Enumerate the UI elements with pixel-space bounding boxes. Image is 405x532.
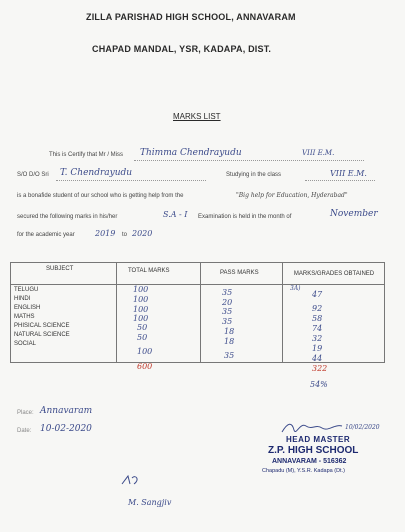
row-subject: TELUGU bbox=[14, 287, 39, 293]
row-total: 50 bbox=[137, 333, 148, 342]
header-pass: PASS MARKS bbox=[220, 270, 259, 276]
year-to: to bbox=[122, 232, 128, 238]
row-pass: 18 bbox=[224, 337, 235, 346]
student-name: Thimma Chendrayudu bbox=[140, 148, 242, 158]
row-pass: 20 bbox=[222, 298, 233, 307]
row-obtained: 74 bbox=[312, 324, 323, 333]
row-subject: MATHS bbox=[14, 314, 35, 320]
month-handwritten: November bbox=[330, 209, 378, 219]
header-subject: SUBJECT bbox=[46, 266, 74, 272]
cert-line4-suffix: Examination is held in the month of bbox=[198, 214, 292, 220]
mandal-name: CHAPAD MANDAL, YSR, KADAPA, DIST. bbox=[92, 44, 272, 54]
year-start: 2019 bbox=[95, 229, 116, 238]
obtained-total: 322 bbox=[312, 364, 328, 373]
exam-handwritten: S.A - I bbox=[163, 210, 188, 219]
row-obtained: 58 bbox=[312, 314, 323, 323]
row-pass: 35 bbox=[222, 317, 233, 326]
cert-line4-prefix: secured the following marks in his/her bbox=[17, 214, 118, 220]
document-page: ZILLA PARISHAD HIGH SCHOOL, ANNAVARAM CHAPAD MANDAL, YSR, KADAPA, DIST. MARKS LIST This is Certify that Mr / Miss Thimma Chendrayudu VIII E.M. S/O D/O Sri T. Chendrayudu Studying in the class VIII E.M. is a bonafide student of our school who is getting help from the "Big help for Education, Hyderabad" secured the following marks in his/her S.A - I Examination is held in the month of November for the academic year 2019 to 2020 SUBJECT TOTAL MARKS PASS MARKS MARKS/GRADES OBTAINED TELUGU HINDI ENGLISH MATHS PHISICAL SCIENCE NATURAL SCIENCE SOCIAL 100 100 100 100 50 50 100 35 20 35 35 18 18 35 3A) 47 92 58 74 32 19 44 600 322 54% Place: Annavaram Date: 10-02-2020 10/02/2020 HEAD MASTER Z.P. HIGH SCHOOL ANNAVARAM - 516362 Chapadu (M), Y.S.R. Kadapa (Dt.) M. Sangjiv bbox=[0, 0, 405, 532]
header-obtained: MARKS/GRADES OBTAINED bbox=[293, 271, 375, 277]
program-name: "Big help for Education, Hyderabad" bbox=[236, 192, 348, 199]
cert-line2-suffix: Studying in the class bbox=[226, 172, 282, 178]
obtained-prefix: 3A) bbox=[290, 285, 301, 292]
cert-line5-prefix: for the academic year bbox=[17, 232, 75, 238]
row-obtained: 92 bbox=[312, 304, 323, 313]
headmaster-date: 10/02/2020 bbox=[345, 424, 380, 431]
row-total: 100 bbox=[133, 285, 149, 294]
row-pass: 18 bbox=[224, 327, 235, 336]
school-name: ZILLA PARISHAD HIGH SCHOOL, ANNAVARAM bbox=[86, 12, 296, 22]
row-subject: PHISICAL SCIENCE bbox=[14, 323, 70, 329]
row-total: 100 bbox=[133, 314, 149, 323]
teacher-signature-name: M. Sangjiv bbox=[128, 498, 172, 507]
row-total: 100 bbox=[137, 347, 153, 356]
row-subject: ENGLISH bbox=[14, 305, 41, 311]
percentage: 54% bbox=[310, 380, 328, 389]
header-total: TOTAL MARKS bbox=[128, 268, 170, 274]
cert-line2-prefix: S/O D/O Sri bbox=[17, 172, 49, 178]
row-obtained: 47 bbox=[312, 290, 323, 299]
grand-total: 600 bbox=[137, 362, 153, 371]
row-obtained: 44 bbox=[312, 354, 323, 363]
student-class-handwritten: VIII E.M. bbox=[302, 149, 335, 157]
teacher-initials bbox=[120, 472, 144, 488]
row-pass: 35 bbox=[224, 351, 235, 360]
row-subject: HINDI bbox=[14, 296, 31, 302]
father-name: T. Chendrayudu bbox=[60, 168, 133, 178]
class-handwritten: VIII E.M. bbox=[330, 169, 367, 178]
row-total: 50 bbox=[137, 323, 148, 332]
cert-line3: is a bonafide student of our school who is getting help from the bbox=[17, 193, 184, 199]
row-obtained: 32 bbox=[312, 334, 323, 343]
row-total: 100 bbox=[133, 295, 149, 304]
cert-line1-prefix: This is Certify that Mr / Miss bbox=[49, 152, 124, 158]
date-label: Date: bbox=[17, 428, 32, 434]
row-subject: SOCIAL bbox=[14, 341, 37, 347]
place-value: Annavaram bbox=[40, 406, 93, 416]
row-total: 100 bbox=[133, 305, 149, 314]
row-subject: NATURAL SCIENCE bbox=[14, 332, 70, 338]
place-label: Place: bbox=[17, 410, 34, 416]
row-pass: 35 bbox=[222, 307, 233, 316]
document-title: MARKS LIST bbox=[173, 112, 221, 121]
date-value: 10-02-2020 bbox=[40, 424, 92, 434]
year-end: 2020 bbox=[132, 229, 153, 238]
row-obtained: 19 bbox=[312, 344, 323, 353]
row-pass: 35 bbox=[222, 288, 233, 297]
